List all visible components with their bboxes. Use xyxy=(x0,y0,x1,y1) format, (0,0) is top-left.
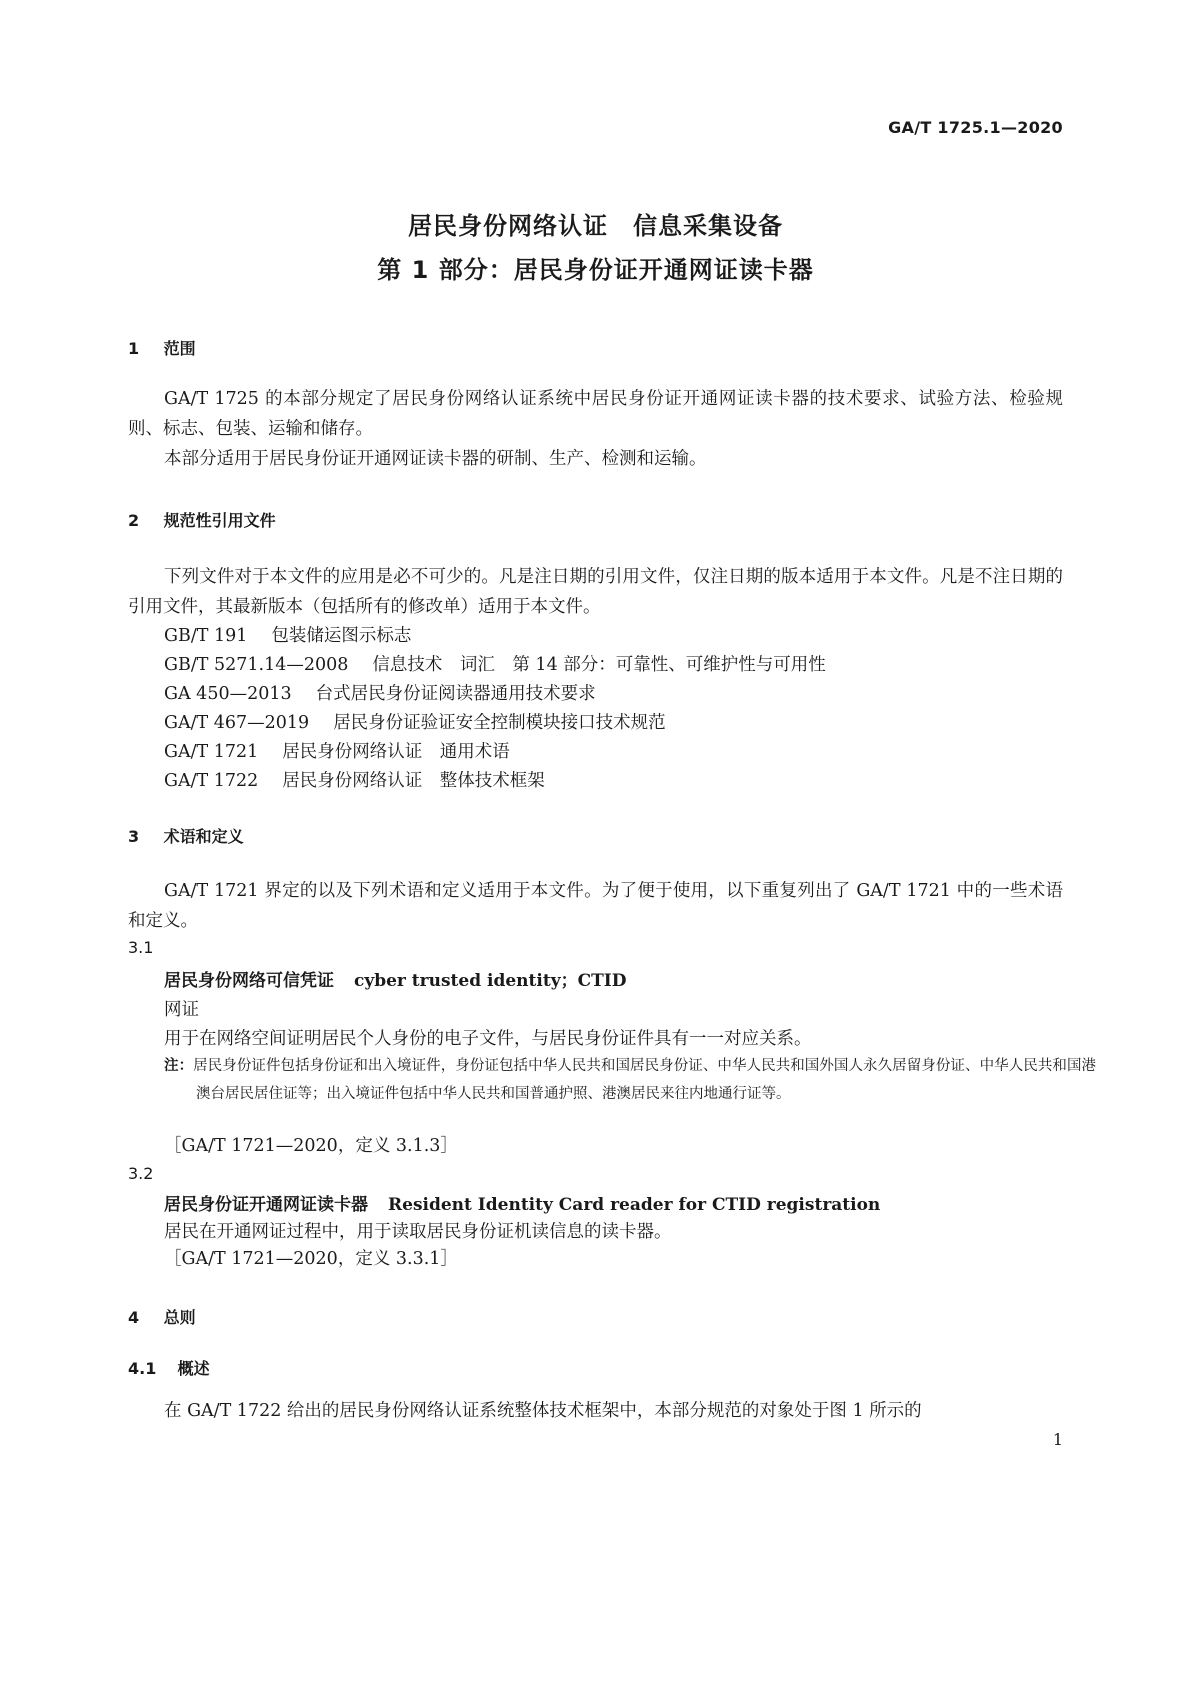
section-title: 规范性引用文件 xyxy=(163,511,276,530)
reference-title: 居民身份网络认证 通用术语 xyxy=(282,742,510,762)
reference-title: 包装储运图示标志 xyxy=(271,626,412,646)
references-intro: 下列文件对于本文件的应用是必不可少的。凡是注日期的引用文件，仅注日期的版本适用于本文件。凡是不注日期的引用文件，其最新版本（包括所有的修改单）适用于本文件。 xyxy=(128,567,1063,617)
term-entry xyxy=(164,1190,880,1215)
term-zh: 居民身份网络可信凭证 xyxy=(164,971,334,991)
note-label: 注： xyxy=(164,1058,194,1074)
reference-item xyxy=(164,709,666,734)
section-title: 总则 xyxy=(163,1308,196,1327)
document-title-line-2: 第 1 部分：居民身份证开通网证读卡器 xyxy=(377,256,814,284)
section-heading-terms xyxy=(128,824,244,847)
section-number: 4 xyxy=(128,1308,140,1327)
reference-code: GB/T 191 xyxy=(164,626,248,646)
reference-code: GA/T 1721 xyxy=(164,742,259,762)
reference-item xyxy=(164,767,545,792)
subsection-heading-overview xyxy=(128,1356,210,1379)
term-zh: 居民身份证开通网证读卡器 xyxy=(164,1195,368,1215)
reference-item xyxy=(164,680,596,705)
section-title: 范围 xyxy=(163,339,196,358)
term-entry xyxy=(164,966,626,991)
document-title-line-1: 居民身份网络认证 信息采集设备 xyxy=(408,212,783,240)
section-title: 概述 xyxy=(177,1359,210,1378)
term-definition: 居民在开通网证过程中，用于读取居民身份证机读信息的读卡器。 xyxy=(164,1222,672,1242)
term-source: ［GA/T 1721—2020，定义 3.1.3］ xyxy=(164,1136,458,1156)
overview-paragraph: 在 GA/T 1722 给出的居民身份网络认证系统整体技术框架中，本部分规范的对象处于图 1 所示的 xyxy=(164,1401,922,1421)
reference-item xyxy=(164,738,510,763)
note-text: 居民身份证件包括身份证和出入境证件，身份证包括中华人民共和国居民身份证、中华人民共和国外国人永久居留身份证、中华人民共和国港澳台居民居住证等；出入境证件包括中华人民共和国普通护照、港澳居民来往内地通行证等。 xyxy=(193,1058,1097,1102)
term-number: 3.2 xyxy=(128,1164,154,1183)
section-number: 3 xyxy=(128,827,140,846)
section-number: 1 xyxy=(128,339,140,358)
standard-code: GA/T 1725.1—2020 xyxy=(888,118,1063,137)
reference-item xyxy=(164,651,826,676)
section-number: 2 xyxy=(128,511,140,530)
section-heading-general xyxy=(128,1305,196,1328)
terms-intro: GA/T 1721 界定的以及下列术语和定义适用于本文件。为了便于使用，以下重复列出了 GA/T 1721 中的一些术语和定义。 xyxy=(128,881,1063,931)
reference-code: GA/T 1722 xyxy=(164,771,259,791)
section-heading-scope xyxy=(128,336,196,359)
scope-paragraph-1: GA/T 1725 的本部分规定了居民身份网络认证系统中居民身份证开通网证读卡器的技术要求、试验方法、检验规则、标志、包装、运输和储存。 xyxy=(128,389,1063,439)
reference-title: 信息技术 词汇 第 14 部分：可靠性、可维护性与可用性 xyxy=(372,655,826,675)
term-en: cyber trusted identity；CTID xyxy=(354,971,627,991)
section-title: 术语和定义 xyxy=(163,827,244,846)
reference-title: 居民身份证验证安全控制模块接口技术规范 xyxy=(333,713,666,733)
reference-title: 台式居民身份证阅读器通用技术要求 xyxy=(315,684,596,704)
term-admitted: 网证 xyxy=(164,1000,199,1020)
page-number: 1 xyxy=(1052,1430,1063,1449)
term-definition: 用于在网络空间证明居民个人身份的电子文件，与居民身份证件具有一一对应关系。 xyxy=(164,1029,812,1049)
term-en: Resident Identity Card reader for CTID registration xyxy=(388,1195,881,1215)
term-number: 3.1 xyxy=(128,938,154,957)
scope-paragraph-2: 本部分适用于居民身份证开通网证读卡器的研制、生产、检测和运输。 xyxy=(164,449,707,469)
section-number: 4.1 xyxy=(128,1359,157,1378)
reference-item xyxy=(164,622,411,647)
section-heading-normative-references xyxy=(128,508,276,531)
reference-code: GB/T 5271.14—2008 xyxy=(164,655,349,675)
reference-code: GA/T 467—2019 xyxy=(164,713,310,733)
reference-title: 居民身份网络认证 整体技术框架 xyxy=(282,771,545,791)
term-note xyxy=(164,1052,1096,1108)
reference-code: GA 450—2013 xyxy=(164,684,292,704)
term-source: ［GA/T 1721—2020，定义 3.3.1］ xyxy=(164,1249,458,1269)
